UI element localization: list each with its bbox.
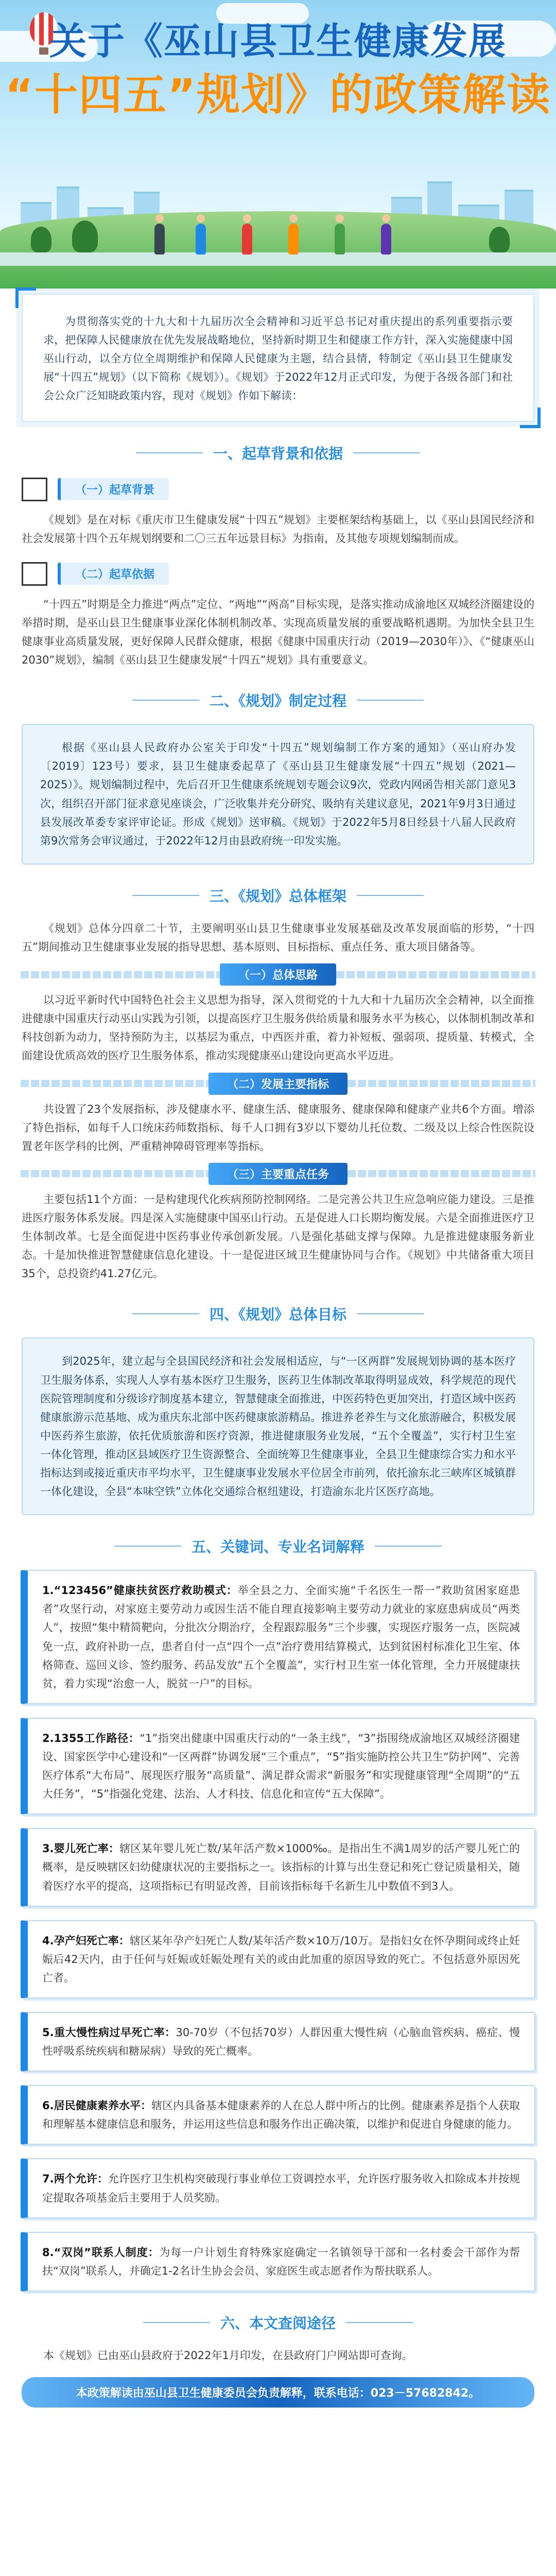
term-text xyxy=(42,2243,520,2280)
term-card xyxy=(21,2232,535,2292)
term-text xyxy=(42,2170,520,2207)
person-icon xyxy=(154,224,165,255)
background-block xyxy=(22,511,534,548)
section-1-title xyxy=(0,443,556,463)
term-text xyxy=(42,1931,520,1987)
term-head: 8.“双岗”联系人制度： xyxy=(42,2246,160,2259)
title-line-1: 关于《巫山县卫生健康发展 xyxy=(49,20,507,63)
subheading-basis-label: （二）起草依据 xyxy=(58,563,169,585)
term-body: 30-70岁（不包括70岁）人群因重大慢性病（心脑血管疾病、癌症、慢性呼吸系统疾病和糖尿病）导致的死亡概率。 xyxy=(42,2026,520,2058)
framework-lead-text: 《规划》总体分四章二十节，主要阐明巫山县卫生健康事业发展基础及改革发展面临的形势，“十四五”期间推动卫生健康事业发展的指导思想、基本原则、目标指标、重点任务、重大项目储备等。 xyxy=(22,922,534,953)
term-body: 辖区某年孕产妇死亡人数/某年活产数×10万/10万。是指妇女在怀孕期间或终止妊娠后42天内，由于任何与妊娠或妊娠处理有关的或由此加重的原因导致的死亡。不包括意外原因死亡者。 xyxy=(42,1934,520,1984)
term-head: 2.1355工作路径： xyxy=(42,1732,140,1744)
goals-text: 到2025年，建立起与全县国民经济和社会发展相适应，与“一区两群”发展规划协调的基本医疗卫生服务体系，实现人人享有基本医疗卫生服务，医药卫生体制改革取得明显成效，科学规范的现代医院管理制度和分级诊疗制度基本建立，智慧健康全面推进，中医药特色更加突出，打造区域中医药健康旅游示范基地、成为重庆东北部中医药健康旅游精品。推进养老养生与文化旅游融合，积极发展中医药养生旅游，依托优质旅游和医疗资源，推进健康服务业发展，“五个全覆盖”，实行村卫生室一体化管理，推动区县域医疗卫生资源整合、全面统筹卫生健康事业，全县卫生健康综合实力和水平指标达到或接近重庆市平均水平，卫生健康事业发展水平位居全市前列，依托渝东北三峡库区城镇群一体化建设，全县“本味空铁”立体化交通综合枢纽建设，打造渝东北片区医疗高地。 xyxy=(40,1355,516,1498)
term-body: 允许医疗卫生机构突破现行事业单位工资调控水平，允许医疗服务收入扣除成本并按规定提取各项基金后主要用于人员奖励。 xyxy=(42,2173,520,2204)
term-head: 1.“123456”健康扶贫医疗救助模式： xyxy=(42,1584,238,1597)
key-tasks-text: 主要包括11个方面：一是构建现代化疾病预防控制网络。二是完善公共卫生应急响应能力建设。三是推进医疗服务体系发展。四是深入实施健康中国巫山行动。五是促进人口长期均衡发展。六是全面推进医疗卫生体制改革。七是全面促进中医药事业传承创新发展。八是强化基础支撑与保障。九是推进健康服务新业态。十是加快推进智慧健康信息化建设。十一是促进区域卫生健康协同与合作。《规划》中共储备重大项目35个，总投资约41.27亿元。 xyxy=(22,1193,534,1280)
basis-block xyxy=(22,595,534,669)
person-icon xyxy=(196,224,206,255)
process-panel xyxy=(22,724,534,865)
subheading-background xyxy=(0,478,556,501)
term-head: 7.两个允许： xyxy=(42,2173,108,2185)
term-card xyxy=(21,1920,535,1998)
process-text: 根据《巫山县人民政府办公室关于印发“十四五”规划编制工作方案的通知》（巫山府办发〔2019〕123号）要求，县卫生健康委起草了《巫山县卫生健康发展“十四五”规划（2021—2025）》。规划编制过程中，先后召开卫生健康系统规划专题会议9次，党政内网函告相关部门意见3次，组织召开部门征求意见座谈会，广泛收集并充分研究、吸纳有关建议意见，2021年9月3日通过县发展改革委专家评审论证。形成《规划》送审稿。《规划》于2022年5月8日经县十八届人民政府第9次常务会审议通过，于2022年12月由县政府统一印发实施。 xyxy=(40,741,516,847)
contact-footer-text: 本政策解读由巫山县卫生健康委员会负责解释，联系电话：023－57682842。 xyxy=(76,2387,480,2400)
term-card xyxy=(21,2085,535,2145)
intro-text: 为贯彻落实党的十九大和十九届历次全会精神和习近平总书记对重庆提出的系列重要指示要求，把保障人民健康放在优先发展战略地位，坚持新时期卫生和健康工作方针，深入实施健康中国巫山行动，以全方位全周期维护和保障人民健康为主题，结合县情，特制定《巫山县卫生健康发展“十四五”规划》（以下简称《规划》）。《规划》于2022年12月正式印发，为便于各级各部门和社会公众广泛知晓政策内容，现对《规划》作如下解读： xyxy=(43,315,513,402)
access-block xyxy=(22,2346,534,2365)
contact-footer xyxy=(22,2377,534,2408)
section-5-heading: 五、关键词、专业名词解释 xyxy=(191,1538,364,1556)
section-3-heading: 三、《规划》总体框架 xyxy=(209,887,346,905)
access-text: 本《规划》已由巫山县政府于2022年1月印发，在县政府门户网站即可查询。 xyxy=(43,2349,413,2362)
band-key-tasks xyxy=(21,1163,535,1185)
term-card xyxy=(21,1828,535,1906)
basis-text: “十四五”时期是全力推进“两点”定位、“两地”“两高”目标实现，是落实推动成渝地区双城经济圈建设的举措时期，是巫山县卫生健康事业深化体制机制改革、实现高质量发展的重要战略机遇期。为加快全县卫生健康事业高质量发展，更好保障人民群众健康，根据《健康中国重庆行动（2019—2030年）》、《“健康巫山2030”规划》，编制《巫山县卫生健康发展“十四五”规划》具有重要意义。 xyxy=(22,598,534,667)
term-head: 4.孕产妇死亡率： xyxy=(42,1934,130,1947)
term-card xyxy=(21,2158,535,2218)
tree-icon xyxy=(31,227,51,252)
section-6-title xyxy=(0,2312,556,2333)
square-icon xyxy=(22,562,47,586)
term-card xyxy=(21,2012,535,2072)
key-tasks-block xyxy=(22,1190,534,1283)
term-text xyxy=(42,2096,520,2133)
main-indicators-text: 共设置了23个发展指标，涉及健康水平、健康生活、健康服务、健康保障和健康产业共6个方面。增添了特色指标，如每千人口统床药师数指标、每千人口拥有3岁以下婴幼儿托位数、二级及以上综合性医院设置老年医学科的比例、严重精神障碍管理率等指标。 xyxy=(22,1103,534,1153)
section-3-title xyxy=(0,885,556,906)
person-icon xyxy=(242,224,252,255)
terms-list xyxy=(21,1570,535,2292)
subheading-basis xyxy=(0,562,556,586)
term-text xyxy=(42,1581,520,1693)
band-main-indicators xyxy=(21,1073,535,1095)
person-icon xyxy=(381,224,391,255)
term-text xyxy=(42,1839,520,1895)
term-body: 辖区某年婴儿死亡数/某年活产数×1000‰。是指出生不满1周岁的活产婴儿死亡的概率，是反映辖区妇幼健康状况的主要指标之一。该指标的计算与出生登记和死亡登记质量相关，随着医疗水平的提高，这项指标已有明显改善，目前该指标每千名新生儿中数值不到3人。 xyxy=(42,1842,520,1892)
term-head: 5.重大慢性病过早死亡率： xyxy=(42,2026,176,2039)
person-icon xyxy=(335,224,345,255)
section-6-heading: 六、本文查阅途径 xyxy=(220,2314,336,2332)
overall-approach-text: 以习近平新时代中国特色社会主义思想为指导，深入贯彻党的十九大和十九届历次全会精神，以全面推进健康中国重庆行动巫山实践为引领，以提高医疗卫生服务供给质量和服务水平为核心，以体制机制改革和科技创新为动力，坚持预防为主，以基层为重点，中西医并重，着力补短板、强弱项、提质量、转模式，全面建设优质高效的医疗卫生服务体系，推动实现健康巫山建设向更高水平迈进。 xyxy=(22,994,534,1062)
term-body: “1”指突出健康中国重庆行动的“一条主线”，“3”指围绕成渝地区双城经济圈建设、国家医学中心建设和“一区两群”协调发展“三个重点”，“5”指实施防控公共卫生“防护网”、完善医疗体系“大布局”、展现医疗服务“高质量”、满足群众需求“新服务”和实现健康管理“全周期”的“五大任务”，“5”指强化党建、法治、人才科技、信息化和宣传“五大保障”。 xyxy=(42,1732,520,1801)
overall-approach-block xyxy=(22,991,534,1065)
term-text xyxy=(42,1729,520,1803)
section-4-heading: 四、《规划》总体目标 xyxy=(209,1306,346,1324)
person-icon xyxy=(288,224,299,255)
tree-icon xyxy=(489,227,510,252)
goals-panel xyxy=(22,1337,534,1515)
section-2-heading: 二、《规划》制定过程 xyxy=(209,692,346,710)
term-card xyxy=(21,1718,535,1815)
framework-lead-block xyxy=(22,919,534,956)
band-overall-approach-label: （一）总体思路 xyxy=(220,963,336,986)
term-body: 举全县之力、全面实施“千名医生一帮一”救助贫困家庭患者”攻坚行动，对家庭主要劳动力或因生活不能自理直接影响主要劳动力就业的家庭患病成员“两类人”，按照“集中精简靶向，分批次分期治疗，全程跟踪服务”三个步骤，实现医疗服务一点，医院减免一点，政府补助一点，患者自付一点“四个一点”治疗费用结算模式，达到贫困村标准化卫生室、体格筛查、巡回义诊、签约服务、药品发放“五个全覆盖”，实行村卫生室一体化管理，全力开展健康扶贫，着力实现“治愈一人，脱贫一户”的目标。 xyxy=(42,1584,520,1690)
term-head: 6.居民健康素养水平： xyxy=(42,2099,152,2112)
term-card xyxy=(21,1570,535,1704)
intro-box xyxy=(22,294,534,422)
road-decor xyxy=(0,252,556,266)
background-text: 《规划》是在对标《重庆市卫生健康发展“十四五”规划》主要框架结构基础上，以《巫山县国民经济和社会发展第十四个五年规划纲要和二〇三五年远景目标》为指南，及其他专项规划编制而成。 xyxy=(22,513,534,545)
page-title xyxy=(0,15,556,121)
band-main-indicators-label: （二）发展主要指标 xyxy=(208,1073,348,1095)
term-body: 为每一户计划生育特殊家庭确定一名镇领导干部和一名村委会干部作为帮扶“双岗”联系人，并确定1-2名计生协会会员、家庭医生或志愿者作为帮扶联系人。 xyxy=(42,2246,520,2277)
section-4-title xyxy=(0,1303,556,1324)
section-5-title xyxy=(0,1536,556,1556)
section-2-title xyxy=(0,690,556,710)
title-line-2: “十四五”规划》的政策解读 xyxy=(5,70,551,120)
band-overall-approach xyxy=(21,963,535,986)
square-icon xyxy=(22,478,47,501)
tree-icon xyxy=(72,221,98,252)
term-body: 辖区内具备基本健康素养的人在总人群中所占的比例。健康素养是指个人获取和理解基本健康信息和服务，并运用这些信息和服务作出正确决策，以维护和促进自身健康的能力。 xyxy=(42,2099,520,2131)
main-indicators-block xyxy=(22,1100,534,1156)
term-head: 3.婴儿死亡率： xyxy=(42,1842,120,1855)
term-text xyxy=(42,2023,520,2060)
section-1-heading: 一、起草背景和依据 xyxy=(213,445,343,462)
band-key-tasks-label: （三）主要重点任务 xyxy=(208,1163,348,1185)
subheading-background-label: （一）起草背景 xyxy=(58,478,169,500)
hero-banner xyxy=(0,0,556,289)
